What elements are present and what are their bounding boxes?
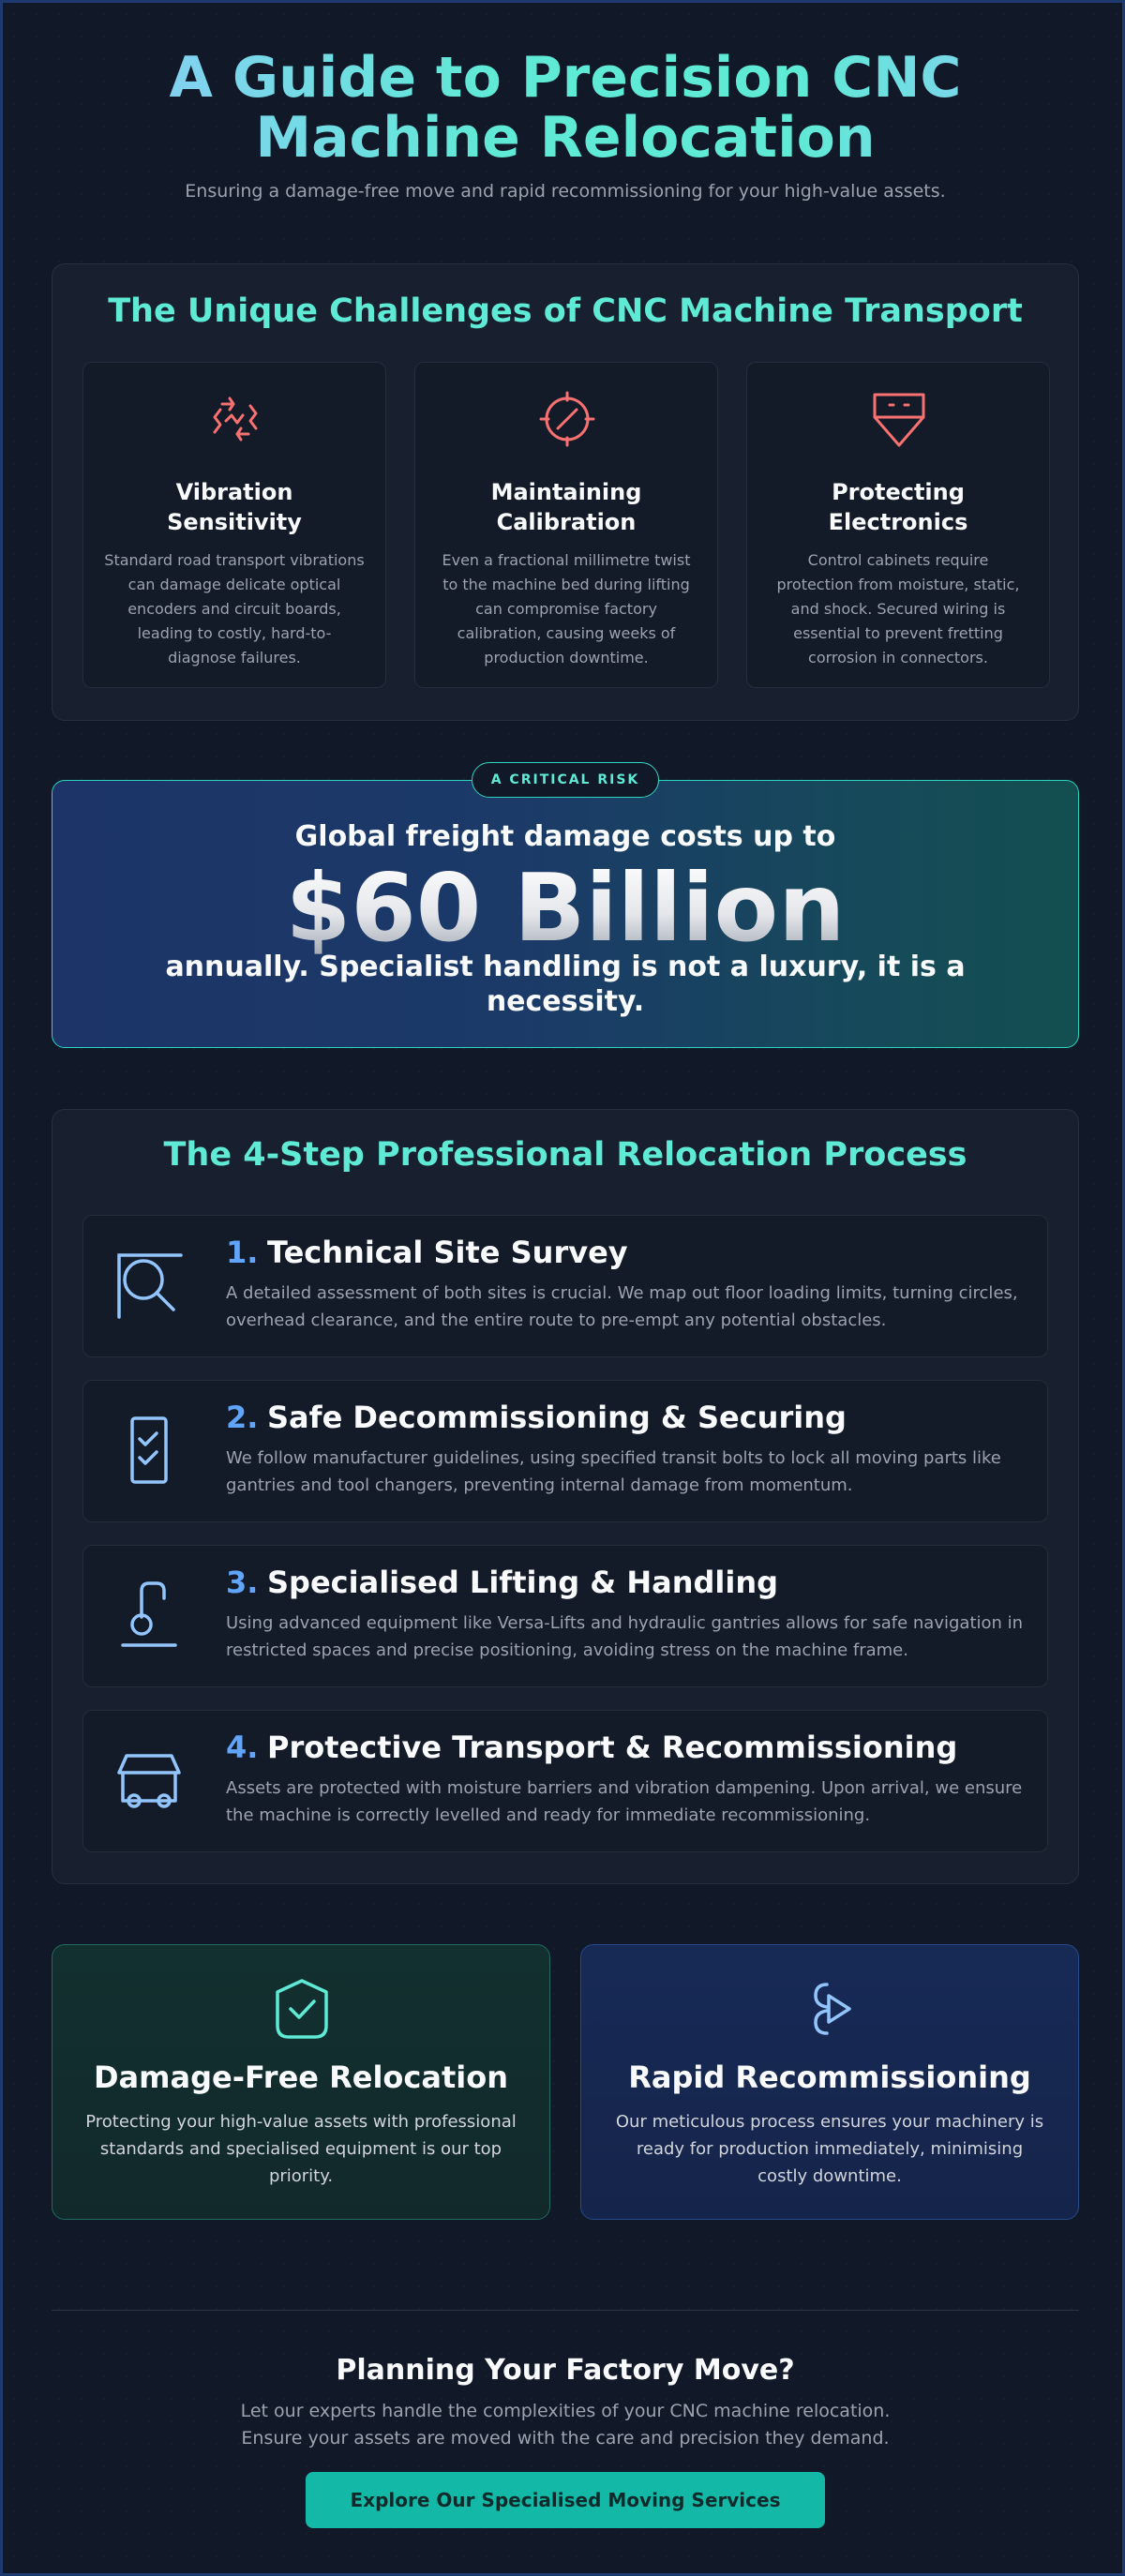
challenge-card-vibration [82, 362, 386, 688]
challenge-title-line: Maintaining [490, 479, 642, 505]
challenges-section [52, 263, 1079, 721]
step-title: Protective Transport & Recommissioning [267, 1730, 958, 1765]
challenge-title-line: Vibration [175, 479, 293, 505]
page-title-line-2: Machine Relocation [255, 105, 876, 171]
challenges-heading: The Unique Challenges of CNC Machine Transport [108, 292, 1023, 330]
step-number: 2. [226, 1400, 259, 1435]
risk-amount: $60 Billion [52, 856, 1078, 961]
challenge-text: Even a fractional millimetre twist to the machine bed during lifting can compromise factory calibration, causing weeks of production downtime. [442, 551, 691, 666]
challenge-title-line: Sensitivity [167, 509, 302, 535]
benefit-card-damage-free [52, 1944, 550, 2220]
step-text: A detailed assessment of both sites is crucial. We map out floor loading limits, turning circles, overhead clearance, and the entire route to pre-empt any potential obstacles. [226, 1283, 1018, 1330]
page-title [3, 45, 1125, 171]
challenge-title [93, 477, 376, 537]
challenge-card-calibration [414, 362, 718, 688]
challenge-title-line: Protecting [832, 479, 965, 505]
page-subtitle: Ensuring a damage-free move and rapid recommissioning for your high-value assets. [185, 181, 946, 202]
benefit-text: Our meticulous process ensures your machinery is ready for production immediately, minimising costly downtime. [615, 2112, 1044, 2186]
magnifier-survey-icon [113, 1250, 185, 1321]
challenge-text: Control cabinets require protection from moisture, static, and shock. Secured wiring is essential to prevent fretting corrosion in connectors. [776, 551, 1020, 666]
transport-cart-icon [113, 1745, 185, 1816]
challenge-title-line: Electronics [828, 509, 968, 535]
crane-hook-icon [113, 1580, 185, 1651]
challenge-card-electronics [746, 362, 1050, 688]
shield-check-icon [270, 1977, 334, 2041]
process-step-1 [82, 1215, 1048, 1357]
process-step-4 [82, 1710, 1048, 1852]
benefit-title: Damage-Free Relocation [93, 2059, 508, 2095]
checklist-icon [113, 1415, 185, 1486]
step-text: Using advanced equipment like Versa-Lifts and hydraulic gantries allows for safe navigation in restricted spaces and precise positioning, avoiding stress on the machine frame. [226, 1613, 1024, 1660]
process-heading: The 4-Step Professional Relocation Process [163, 1136, 968, 1174]
benefit-card-rapid [580, 1944, 1079, 2220]
page-title-line-1: A Guide to Precision CNC [169, 45, 962, 111]
step-text: Assets are protected with moisture barriers and vibration dampening. Upon arrival, we ensure the machine is correctly levelled and ready for immediate recommissioning. [226, 1778, 1023, 1825]
step-title: Specialised Lifting & Handling [267, 1565, 779, 1600]
play-rapid-icon [799, 1977, 862, 2041]
process-section [52, 1109, 1079, 1884]
challenge-text: Standard road transport vibrations can damage delicate optical encoders and circuit boards, leading to costly, hard-to-diagnose failures. [104, 551, 365, 666]
cta-title: Planning Your Factory Move? [336, 2354, 795, 2387]
vibration-icon [205, 389, 265, 449]
challenge-title [757, 477, 1040, 537]
challenge-title-line: Calibration [496, 509, 637, 535]
calibration-target-icon [537, 389, 597, 449]
step-number: 1. [226, 1235, 259, 1270]
section-divider [52, 2310, 1079, 2311]
benefit-text: Protecting your high-value assets with professional standards and specialised equipment is our top priority. [85, 2112, 517, 2186]
electronics-plug-icon [869, 389, 929, 449]
step-number: 3. [226, 1565, 259, 1600]
process-step-3 [82, 1545, 1048, 1687]
cta-text: Let our experts handle the complexities of your CNC machine relocation. Ensure your assets are moved with the care and precision they demand. [240, 2401, 891, 2449]
risk-lead-text: Global freight damage costs up to [294, 820, 836, 853]
challenge-title [425, 477, 708, 537]
risk-badge: A CRITICAL RISK [472, 762, 659, 798]
step-title: Technical Site Survey [267, 1235, 628, 1270]
step-number: 4. [226, 1730, 259, 1765]
risk-follow-text: annually. Specialist handling is not a luxury, it is a necessity. [165, 951, 966, 1018]
critical-risk-banner [52, 780, 1079, 1048]
explore-services-button[interactable]: Explore Our Specialised Moving Services [306, 2472, 825, 2528]
benefit-title: Rapid Recommissioning [628, 2059, 1031, 2095]
step-text: We follow manufacturer guidelines, using specified transit bolts to lock all moving parts like gantries and tool changers, preventing internal damage from momentum. [226, 1448, 1001, 1495]
step-title: Safe Decommissioning & Securing [267, 1400, 847, 1435]
process-step-2 [82, 1380, 1048, 1522]
